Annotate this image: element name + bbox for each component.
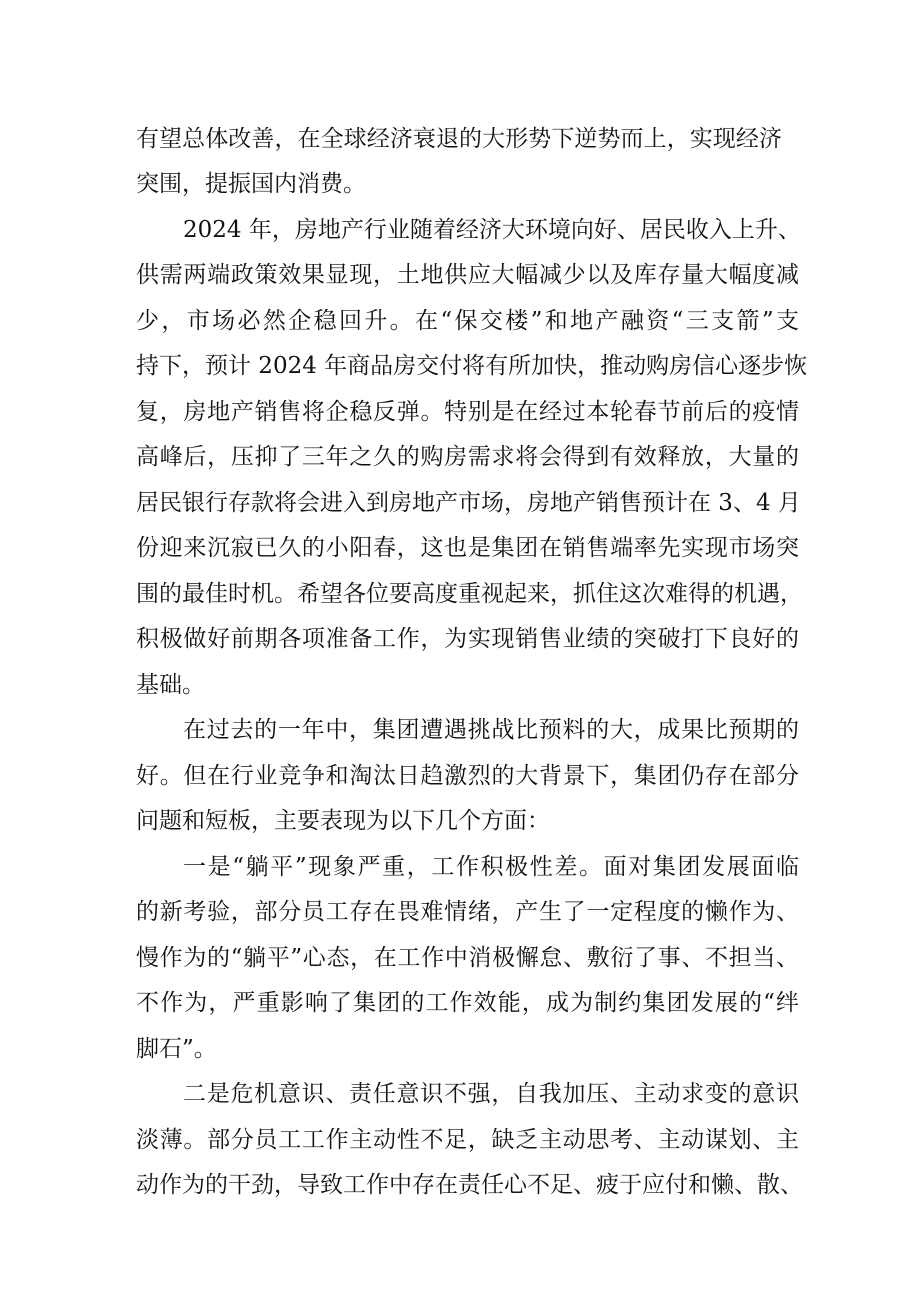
text-line: 一是“躺平”现象严重，工作积极性差。面对集团发展面临 (183, 854, 799, 880)
text-line: 少，市场必然企稳回升。在“保交楼”和地产融资“三支箭”支 (136, 308, 799, 334)
text-line: 慢作为的“躺平”心态，在工作中消极懈怠、敷衍了事、不担当、 (136, 945, 799, 971)
text-line: 不作为，严重影响了集团的工作效能，成为制约集团发展的“绊 (136, 990, 799, 1016)
text-line: 2024 年，房地产行业随着经济大环境向好、居民收入上升、 (183, 217, 801, 243)
text-line: 有望总体改善，在全球经济衰退的大形势下逆势而上，实现经济 (136, 126, 782, 152)
text-line: 持下，预计 2024 年商品房交付将有所加快，推动购房信心逐步恢 (136, 353, 808, 379)
text-line: 份迎来沉寂已久的小阳春，这也是集团在销售端率先实现市场突 (136, 535, 799, 561)
text-line: 突围，提振国内消费。 (136, 171, 366, 197)
text-line: 的新考验，部分员工存在畏难情绪，产生了一定程度的懒作为、 (136, 899, 799, 925)
text-line: 二是危机意识、责任意识不强，自我加压、主动求变的意识 (183, 1081, 799, 1107)
text-line: 供需两端政策效果显现，土地供应大幅减少以及库存量大幅度减 (136, 262, 799, 288)
text-line: 居民银行存款将会进入到房地产市场，房地产销售预计在 3、4 月 (136, 490, 801, 516)
text-line: 基础。 (136, 672, 205, 698)
text-line: 高峰后，压抑了三年之久的购房需求将会得到有效释放，大量的 (136, 444, 799, 470)
text-line: 问题和短板，主要表现为以下几个方面： (136, 808, 550, 834)
text-line: 脚石”。 (136, 1036, 217, 1062)
text-line: 好。但在行业竞争和淘汰日趋激烈的大背景下，集团仍存在部分 (136, 763, 799, 789)
text-line: 复，房地产销售将企稳反弹。特别是在经过本轮春节前后的疫情 (136, 399, 799, 425)
text-line: 积极做好前期各项准备工作，为实现销售业绩的突破打下良好的 (136, 626, 799, 652)
text-line: 淡薄。部分员工工作主动性不足，缺乏主动思考、主动谋划、主 (136, 1127, 799, 1153)
text-line: 动作为的干劲，导致工作中存在责任心不足、疲于应付和懒、散、 (136, 1172, 803, 1198)
text-line: 在过去的一年中，集团遭遇挑战比预料的大，成果比预期的 (183, 717, 799, 743)
text-line: 围的最佳时机。希望各位要高度重视起来，抓住这次难得的机遇， (136, 581, 803, 607)
